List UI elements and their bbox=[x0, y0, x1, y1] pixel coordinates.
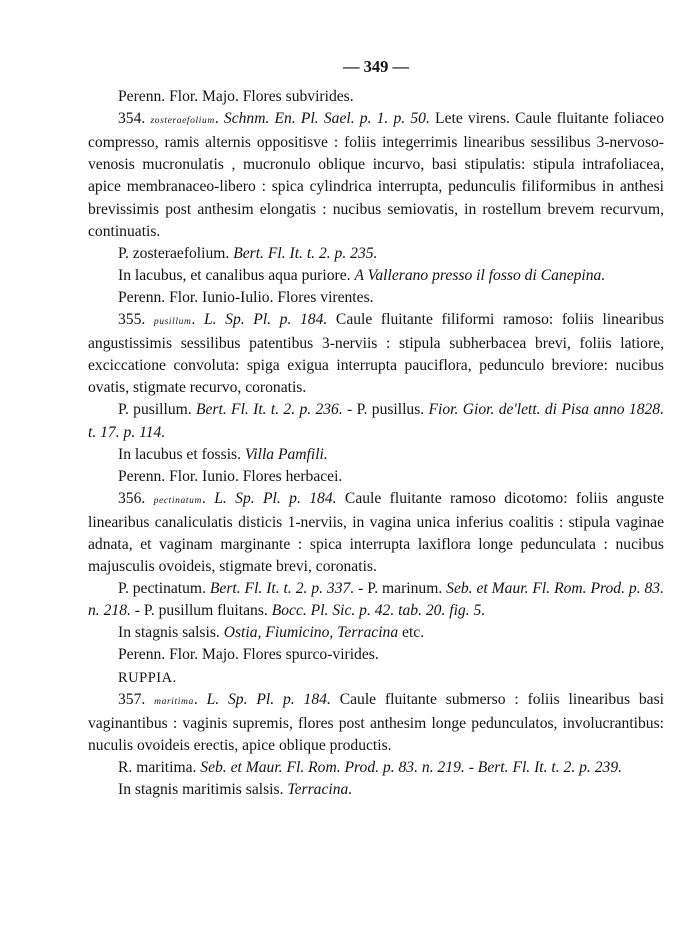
page-number: — 349 — bbox=[343, 57, 409, 76]
species-entry-356: 356. pectinatum. L. Sp. Pl. p. 184. Caule fluitante ramoso dicotomo: foliis anguste linearibus canaliculatis disticis 1-nerviis, in vagina unica inferius coalitis : stipula vaginae adnata, et vaginam marginante : spica interrupta laxiflora longe pedunculata : nucibus majusculis ovoideis, stigmate brevi, coronatis. bbox=[88, 489, 664, 576]
habitat-paragraph: In stagnis salsis. Ostia, Fiumicino, Terracina etc. bbox=[118, 624, 425, 642]
synonym-paragraph: P. pectinatum. Bert. Fl. It. t. 2. p. 337. - P. marinum. Seb. et Maur. Fl. Rom. Prod. p. 83. n. 218. - P. pusillum fluitans. Bocc. Pl. Sic. p. 42. tab. 20. fig. 5. bbox=[88, 580, 665, 620]
genus-heading: RUPPIA. bbox=[118, 669, 177, 686]
habitat-paragraph: In lacubus et fossis. Villa Pamfili. bbox=[118, 445, 328, 463]
synonym-paragraph: P. pusillum. Bert. Fl. It. t. 2. p. 236. - P. pusillus. Fior. Gior. de'lett. di Pisa anno 1828. t. 17. p. 114. bbox=[88, 401, 664, 441]
habitat-paragraph: In stagnis maritimis salsis. Terracina. bbox=[118, 781, 353, 798]
species-entry-354: 354. zosteraefolium. Schnm. En. Pl. Sael. p. 1. p. 50. Lete virens. Caule fluitante foliaceo compresso, ramis alternis oppositisve : foliis integerrimis linearibus sessilibus 3-nervoso-venosis mucronulatis , mucronulo oblique incurvo, basi stipulatis: stipula intrafoliacea, apice membranaceo-libero : spica cylindrica interrupta, pedunculis filiformibus in anthesi brevissimis post anthesim elongatis : nucibus semiovatis, in rostellum brevem recurvum, continuatis. bbox=[88, 110, 664, 240]
paragraph: Perenn. Flor. Majo. Flores subvirides. bbox=[118, 88, 354, 106]
habitat-paragraph: In lacubus, et canalibus aqua puriore. A Vallerano presso il fosso di Canepina. bbox=[118, 266, 606, 284]
phenology-paragraph: Perenn. Flor. Majo. Flores spurco-virides. bbox=[118, 646, 379, 664]
synonym-paragraph: P. zosteraefolium. Bert. Fl. It. t. 2. p. 235. bbox=[118, 244, 378, 262]
phenology-paragraph: Perenn. Flor. Iunio-Iulio. Flores virentes. bbox=[118, 288, 374, 306]
species-entry-355: 355. pusillum. L. Sp. Pl. p. 184. Caule fluitante filiformi ramoso: foliis linearibus angustissimis sessilibus patentibus 3-nerviis : stipula subherbacea brevi, foliis latiore, exciccatione convoluta: spiga exigua interrupta pauciflora, pedunculo breviore: nucibus ovatis, stigmate recurvo, coronatis. bbox=[88, 311, 664, 397]
phenology-paragraph: Perenn. Flor. Iunio. Flores herbacei. bbox=[118, 467, 343, 485]
species-entry-357: 357. maritima. L. Sp. Pl. p. 184. Caule fluitante submerso : foliis linearibus basi vaginantibus : vaginis supremis, flores post anthesim longe pedunculatos, involucrantibus: nuculis ovoideis erectis, apice oblique productis. bbox=[88, 690, 665, 754]
synonym-paragraph: R. maritima. Seb. et Maur. Fl. Rom. Prod. p. 83. n. 219. - Bert. Fl. It. t. 2. p. 239. bbox=[118, 758, 623, 776]
